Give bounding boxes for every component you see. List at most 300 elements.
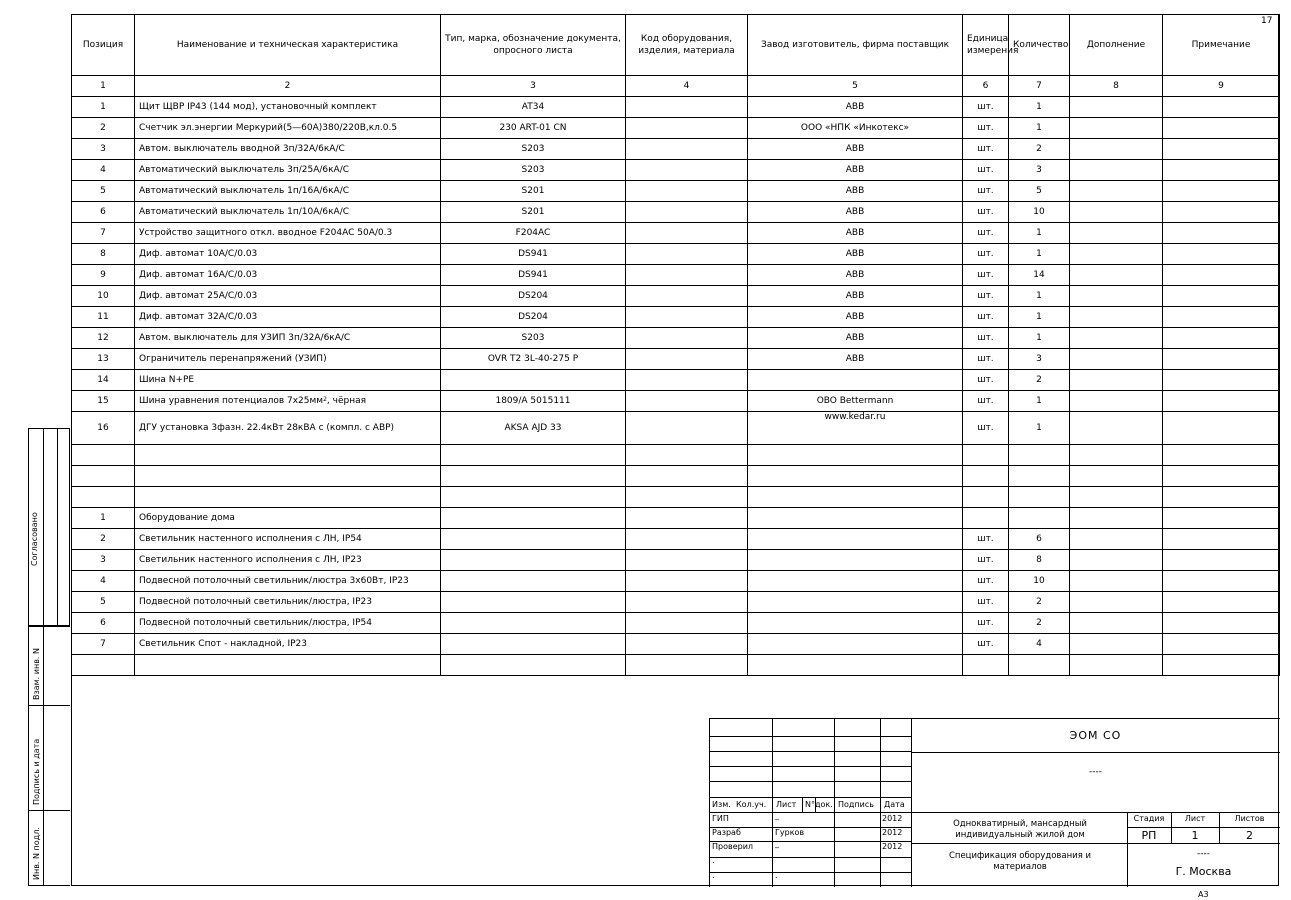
cell-code (626, 634, 748, 655)
header-note: Примечание (1163, 15, 1280, 76)
header-extra: Дополнение (1070, 15, 1163, 76)
column-number: 1 (72, 76, 135, 97)
cell-note (1163, 286, 1280, 307)
column-number: 9 (1163, 76, 1280, 97)
table-row (72, 202, 1280, 223)
cell-note (1163, 412, 1280, 445)
cell-note (1163, 265, 1280, 286)
stamp-name-developer: Гурков (775, 828, 805, 837)
cell-pos: 4 (72, 571, 135, 592)
table-row (72, 550, 1280, 571)
cell-code (626, 328, 748, 349)
cell-maker: ООО «НПК «Инкотекс» (748, 118, 963, 139)
cell-type: DS941 (441, 244, 626, 265)
cell-code (626, 412, 748, 445)
column-number: 4 (626, 76, 748, 97)
cell-extra (1070, 592, 1163, 613)
cell-extra (1070, 370, 1163, 391)
cell-maker: ABB (748, 160, 963, 181)
cell-name (135, 391, 441, 412)
cell-type (441, 466, 626, 487)
cell-code (626, 370, 748, 391)
cell-maker (748, 487, 963, 508)
cell-note (1163, 634, 1280, 655)
cell-code (626, 118, 748, 139)
cell-name: Счетчик эл.энергии Меркурий(5—60А)380/220В,кл.0.5 (135, 118, 441, 139)
cell-extra (1070, 445, 1163, 466)
cell-type (441, 508, 626, 529)
cell-type: DS204 (441, 286, 626, 307)
cell-name (135, 655, 441, 676)
cell-type: F204AC (441, 223, 626, 244)
cell-code (626, 529, 748, 550)
cell-note (1163, 181, 1280, 202)
cell-unit: шт. (963, 349, 1009, 370)
cell-note (1163, 118, 1280, 139)
cell-extra (1070, 139, 1163, 160)
cell-note (1163, 529, 1280, 550)
cell-pos (72, 466, 135, 487)
side-label-sign-date: Подпись и дата (32, 738, 41, 805)
header-type: Тип, марка, обозначение документа, опросного листа (441, 15, 626, 76)
cell-type (441, 445, 626, 466)
cell-pos: 7 (72, 634, 135, 655)
table-row (72, 265, 1280, 286)
cell-extra (1070, 349, 1163, 370)
cell-name: Диф. автомат 25А/С/0.03 (135, 286, 441, 307)
cell-note (1163, 328, 1280, 349)
column-number: 5 (748, 76, 963, 97)
cell-extra (1070, 286, 1163, 307)
cell-type: 1809/A 5015111 (441, 391, 626, 412)
column-number: 8 (1070, 76, 1163, 97)
table-row (72, 370, 1280, 391)
cell-unit (963, 508, 1009, 529)
cell-name: Подвесной потолочный светильник/люстра 3х60Вт, IP23 (135, 571, 441, 592)
cell-name: Диф. автомат 10А/С/0.03 (135, 244, 441, 265)
cell-name: Светильник Спот - накладной, IP23 (135, 634, 441, 655)
cell-maker (748, 508, 963, 529)
cell-code (626, 139, 748, 160)
stamp-col-sheet: Лист (776, 800, 797, 809)
cell-qty: 1 (1009, 391, 1070, 412)
cell-extra (1070, 412, 1163, 445)
cell-type (441, 529, 626, 550)
cell-maker (748, 571, 963, 592)
cell-unit: шт. (963, 139, 1009, 160)
cell-extra (1070, 550, 1163, 571)
cell-name-tail: , чёрная (326, 396, 367, 406)
cell-maker: ABB (748, 265, 963, 286)
cell-extra (1070, 487, 1163, 508)
header-name: Наименование и техническая характеристика (135, 15, 441, 76)
table-row (72, 223, 1280, 244)
cell-qty: 1 (1009, 118, 1070, 139)
cell-code (626, 202, 748, 223)
cell-maker: OBO Bettermann (748, 391, 963, 412)
cell-note (1163, 508, 1280, 529)
column-number: 6 (963, 76, 1009, 97)
cell-pos: 3 (72, 139, 135, 160)
cell-note (1163, 349, 1280, 370)
table-row (72, 412, 1280, 445)
cell-code (626, 466, 748, 487)
table-row (72, 349, 1280, 370)
cell-unit: шт. (963, 592, 1009, 613)
cell-extra (1070, 265, 1163, 286)
cell-qty (1009, 466, 1070, 487)
cell-maker (748, 466, 963, 487)
stamp-col-count: Кол.уч. (736, 800, 767, 809)
cell-name: ДГУ установка 3фазн. 22.4кВт 28кВА с (компл. с АВР) (135, 412, 441, 445)
cell-extra (1070, 613, 1163, 634)
cell-type (441, 550, 626, 571)
cell-qty: 1 (1009, 412, 1070, 445)
cell-extra (1070, 466, 1163, 487)
table-row (72, 391, 1280, 412)
cell-note (1163, 244, 1280, 265)
cell-qty: 2 (1009, 139, 1070, 160)
cell-extra (1070, 508, 1163, 529)
cell-qty: 3 (1009, 160, 1070, 181)
cell-name: Автом. выключатель вводной 3п/32А/6кА/С (135, 139, 441, 160)
cell-qty: 4 (1009, 634, 1070, 655)
cell-name: Щит ЩВР IP43 (144 мод), установочный комплект (135, 97, 441, 118)
cell-type (441, 370, 626, 391)
cell-maker (748, 445, 963, 466)
cell-pos: 3 (72, 550, 135, 571)
cell-unit: шт. (963, 634, 1009, 655)
stamp-sheet-value: 1 (1191, 829, 1199, 842)
cell-extra (1070, 634, 1163, 655)
cell-code (626, 445, 748, 466)
cell-name: Ограничитель перенапряжений (УЗИП) (135, 349, 441, 370)
cell-qty: 5 (1009, 181, 1070, 202)
cell-code (626, 592, 748, 613)
cell-type (441, 571, 626, 592)
cell-name: Подвесной потолочный светильник/люстра, IP23 (135, 592, 441, 613)
cell-note (1163, 592, 1280, 613)
table-row (72, 244, 1280, 265)
cell-name: Шина N+PE (135, 370, 441, 391)
cell-maker (748, 550, 963, 571)
cell-maker: ABB (748, 244, 963, 265)
cell-note (1163, 370, 1280, 391)
header-code: Код оборудования, изделия, материала (626, 15, 748, 76)
cell-unit: шт. (963, 370, 1009, 391)
cell-note (1163, 97, 1280, 118)
cell-pos: 16 (72, 412, 135, 445)
cell-type: S203 (441, 160, 626, 181)
cell-note (1163, 550, 1280, 571)
cell-type: OVR T2 3L-40-275 P (441, 349, 626, 370)
cell-maker (748, 655, 963, 676)
table-row (72, 181, 1280, 202)
cell-type (441, 487, 626, 508)
column-number-row (72, 76, 1280, 97)
stamp-role-checker: Проверил (712, 842, 754, 851)
stamp-date-gip: 2012 (882, 814, 903, 823)
stamp-date-developer: 2012 (882, 828, 903, 837)
cell-type: S201 (441, 202, 626, 223)
cell-qty: 2 (1009, 613, 1070, 634)
cell-extra (1070, 655, 1163, 676)
cell-unit (963, 466, 1009, 487)
cell-name: Устройство защитного откл. вводное F204AC 50A/0.3 (135, 223, 441, 244)
cell-pos: 8 (72, 244, 135, 265)
cell-maker: ABB (748, 181, 963, 202)
table-row (72, 160, 1280, 181)
cell-name (135, 445, 441, 466)
table-row (72, 571, 1280, 592)
cell-code (626, 508, 748, 529)
cell-qty (1009, 487, 1070, 508)
cell-code (626, 391, 748, 412)
cell-unit: шт. (963, 550, 1009, 571)
cell-unit: шт. (963, 571, 1009, 592)
cell-unit: шт. (963, 223, 1009, 244)
cell-unit: шт. (963, 391, 1009, 412)
sheet-format: A3 (1198, 890, 1209, 899)
cell-name: Автом. выключатель для УЗИП 3п/32А/6кА/С (135, 328, 441, 349)
cell-pos (72, 655, 135, 676)
cell-type: DS204 (441, 307, 626, 328)
table-row (72, 466, 1280, 487)
table-row (72, 508, 1280, 529)
cell-type: S203 (441, 139, 626, 160)
cell-qty: 8 (1009, 550, 1070, 571)
cell-extra (1070, 307, 1163, 328)
cell-maker: ABB (748, 97, 963, 118)
cell-qty: 6 (1009, 529, 1070, 550)
stamp-name-checker: _ (775, 839, 779, 848)
cell-maker: www.kedar.ru (748, 412, 963, 445)
cell-extra (1070, 529, 1163, 550)
cell-note (1163, 160, 1280, 181)
stamp-col-doc: N°док. (805, 800, 833, 809)
cell-extra (1070, 118, 1163, 139)
cell-unit: шт. (963, 202, 1009, 223)
cell-extra (1070, 571, 1163, 592)
stamp-col-change: Изм. (712, 800, 731, 809)
cell-unit: шт. (963, 244, 1009, 265)
cell-type (441, 592, 626, 613)
cell-name-superscript: 2 (323, 396, 327, 403)
stamp-document-title: Спецификация оборудования и материалов (948, 851, 1092, 872)
cell-pos: 13 (72, 349, 135, 370)
table-row (72, 445, 1280, 466)
header-position: Позиция (72, 15, 135, 76)
column-number: 2 (135, 76, 441, 97)
cell-extra (1070, 328, 1163, 349)
cell-extra (1070, 391, 1163, 412)
cell-qty: 1 (1009, 328, 1070, 349)
cell-qty: 3 (1009, 349, 1070, 370)
cell-pos: 10 (72, 286, 135, 307)
stamp-sheets-label: Листов (1234, 814, 1265, 823)
cell-pos: 1 (72, 508, 135, 529)
cell-maker: ABB (748, 202, 963, 223)
cell-qty: 1 (1009, 97, 1070, 118)
cell-pos: 14 (72, 370, 135, 391)
cell-qty: 1 (1009, 223, 1070, 244)
cell-qty: 10 (1009, 571, 1070, 592)
cell-unit: шт. (963, 118, 1009, 139)
cell-note (1163, 202, 1280, 223)
cell-note (1163, 466, 1280, 487)
cell-code (626, 286, 748, 307)
header-unit: Единица измерения (963, 15, 1009, 76)
cell-code (626, 550, 748, 571)
cell-pos: 7 (72, 223, 135, 244)
title-block (709, 718, 1280, 887)
cell-code (626, 487, 748, 508)
cell-extra (1070, 181, 1163, 202)
cell-unit: шт. (963, 613, 1009, 634)
cell-unit: шт. (963, 286, 1009, 307)
cell-type (441, 613, 626, 634)
cell-type: S201 (441, 181, 626, 202)
cell-extra (1070, 97, 1163, 118)
cell-qty: 1 (1009, 244, 1070, 265)
cell-pos (72, 487, 135, 508)
column-number: 3 (441, 76, 626, 97)
cell-note (1163, 445, 1280, 466)
cell-extra (1070, 223, 1163, 244)
cell-code (626, 244, 748, 265)
cell-unit: шт. (963, 265, 1009, 286)
cell-unit: шт. (963, 97, 1009, 118)
cell-extra (1070, 202, 1163, 223)
cell-type (441, 634, 626, 655)
cell-note (1163, 391, 1280, 412)
cell-maker (748, 613, 963, 634)
stamp-dot: . (712, 856, 715, 865)
stamp-stage-label: Стадия (1133, 814, 1165, 823)
stamp-dot: . (712, 871, 715, 880)
stamp-org-dashes: ---- (1197, 849, 1210, 859)
cell-type: 230 ART-01 CN (441, 118, 626, 139)
cell-name: Оборудование дома (135, 508, 441, 529)
cell-note (1163, 223, 1280, 244)
cell-unit (963, 445, 1009, 466)
cell-pos: 15 (72, 391, 135, 412)
table-row (72, 634, 1280, 655)
cell-code (626, 223, 748, 244)
table-row (72, 328, 1280, 349)
cell-maker: ABB (748, 307, 963, 328)
cell-code (626, 307, 748, 328)
cell-pos: 2 (72, 529, 135, 550)
header-qty: Количество (1009, 15, 1070, 76)
stamp-sheet-label: Лист (1184, 814, 1206, 823)
table-row (72, 529, 1280, 550)
stamp-col-signature: Подпись (838, 800, 874, 809)
cell-maker (748, 529, 963, 550)
cell-name (135, 466, 441, 487)
cell-qty: 2 (1009, 592, 1070, 613)
cell-type: AT34 (441, 97, 626, 118)
table-row (72, 286, 1280, 307)
cell-maker (748, 634, 963, 655)
cell-maker (748, 370, 963, 391)
cell-unit (963, 655, 1009, 676)
stamp-doc-code: ЭОМ СО (1069, 729, 1122, 742)
cell-note (1163, 655, 1280, 676)
table-row (72, 97, 1280, 118)
cell-qty: 2 (1009, 370, 1070, 391)
cell-qty (1009, 445, 1070, 466)
cell-name (135, 487, 441, 508)
cell-qty: 1 (1009, 286, 1070, 307)
cell-name: Автоматический выключатель 3п/25А/6кА/С (135, 160, 441, 181)
cell-type: DS941 (441, 265, 626, 286)
stamp-city: Г. Москва (1175, 865, 1232, 878)
cell-qty (1009, 508, 1070, 529)
cell-code (626, 613, 748, 634)
cell-pos: 12 (72, 328, 135, 349)
header-maker: Завод изготовитель, фирма поставщик (748, 15, 963, 76)
cell-unit (963, 487, 1009, 508)
cell-code (626, 265, 748, 286)
cell-code (626, 571, 748, 592)
table-row (72, 307, 1280, 328)
cell-maker: ABB (748, 286, 963, 307)
cell-pos: 1 (72, 97, 135, 118)
cell-note (1163, 487, 1280, 508)
table-header-row (72, 15, 1280, 76)
cell-pos: 5 (72, 181, 135, 202)
cell-pos: 2 (72, 118, 135, 139)
stamp-dashes: ---- (1089, 767, 1102, 777)
table-row (72, 139, 1280, 160)
stamp-dot: . (775, 871, 778, 880)
cell-note (1163, 139, 1280, 160)
stamp-sheets-value: 2 (1246, 829, 1253, 842)
table-row (72, 118, 1280, 139)
cell-pos: 6 (72, 613, 135, 634)
cell-unit: шт. (963, 160, 1009, 181)
cell-unit: шт. (963, 412, 1009, 445)
page-number: 17 (1261, 16, 1273, 26)
cell-maker: ABB (748, 328, 963, 349)
cell-maker: ABB (748, 349, 963, 370)
cell-name: Светильник настенного исполнения с ЛН, IP54 (135, 529, 441, 550)
stamp-name-gip: _ (775, 811, 779, 820)
specification-table (71, 14, 1280, 676)
table-body (72, 76, 1280, 676)
cell-qty: 14 (1009, 265, 1070, 286)
cell-note (1163, 571, 1280, 592)
cell-code (626, 349, 748, 370)
table-row (72, 487, 1280, 508)
cell-extra (1070, 160, 1163, 181)
cell-pos: 6 (72, 202, 135, 223)
stamp-date-checker: 2012 (882, 842, 903, 851)
cell-code (626, 655, 748, 676)
cell-unit: шт. (963, 529, 1009, 550)
cell-qty (1009, 655, 1070, 676)
cell-code (626, 160, 748, 181)
table-row (72, 592, 1280, 613)
cell-type: AKSA AJD 33 (441, 412, 626, 445)
cell-code (626, 181, 748, 202)
cell-name: Подвесной потолочный светильник/люстра, IP54 (135, 613, 441, 634)
table-row (72, 655, 1280, 676)
cell-name: Светильник настенного исполнения с ЛН, IP23 (135, 550, 441, 571)
cell-note (1163, 613, 1280, 634)
cell-type (441, 655, 626, 676)
